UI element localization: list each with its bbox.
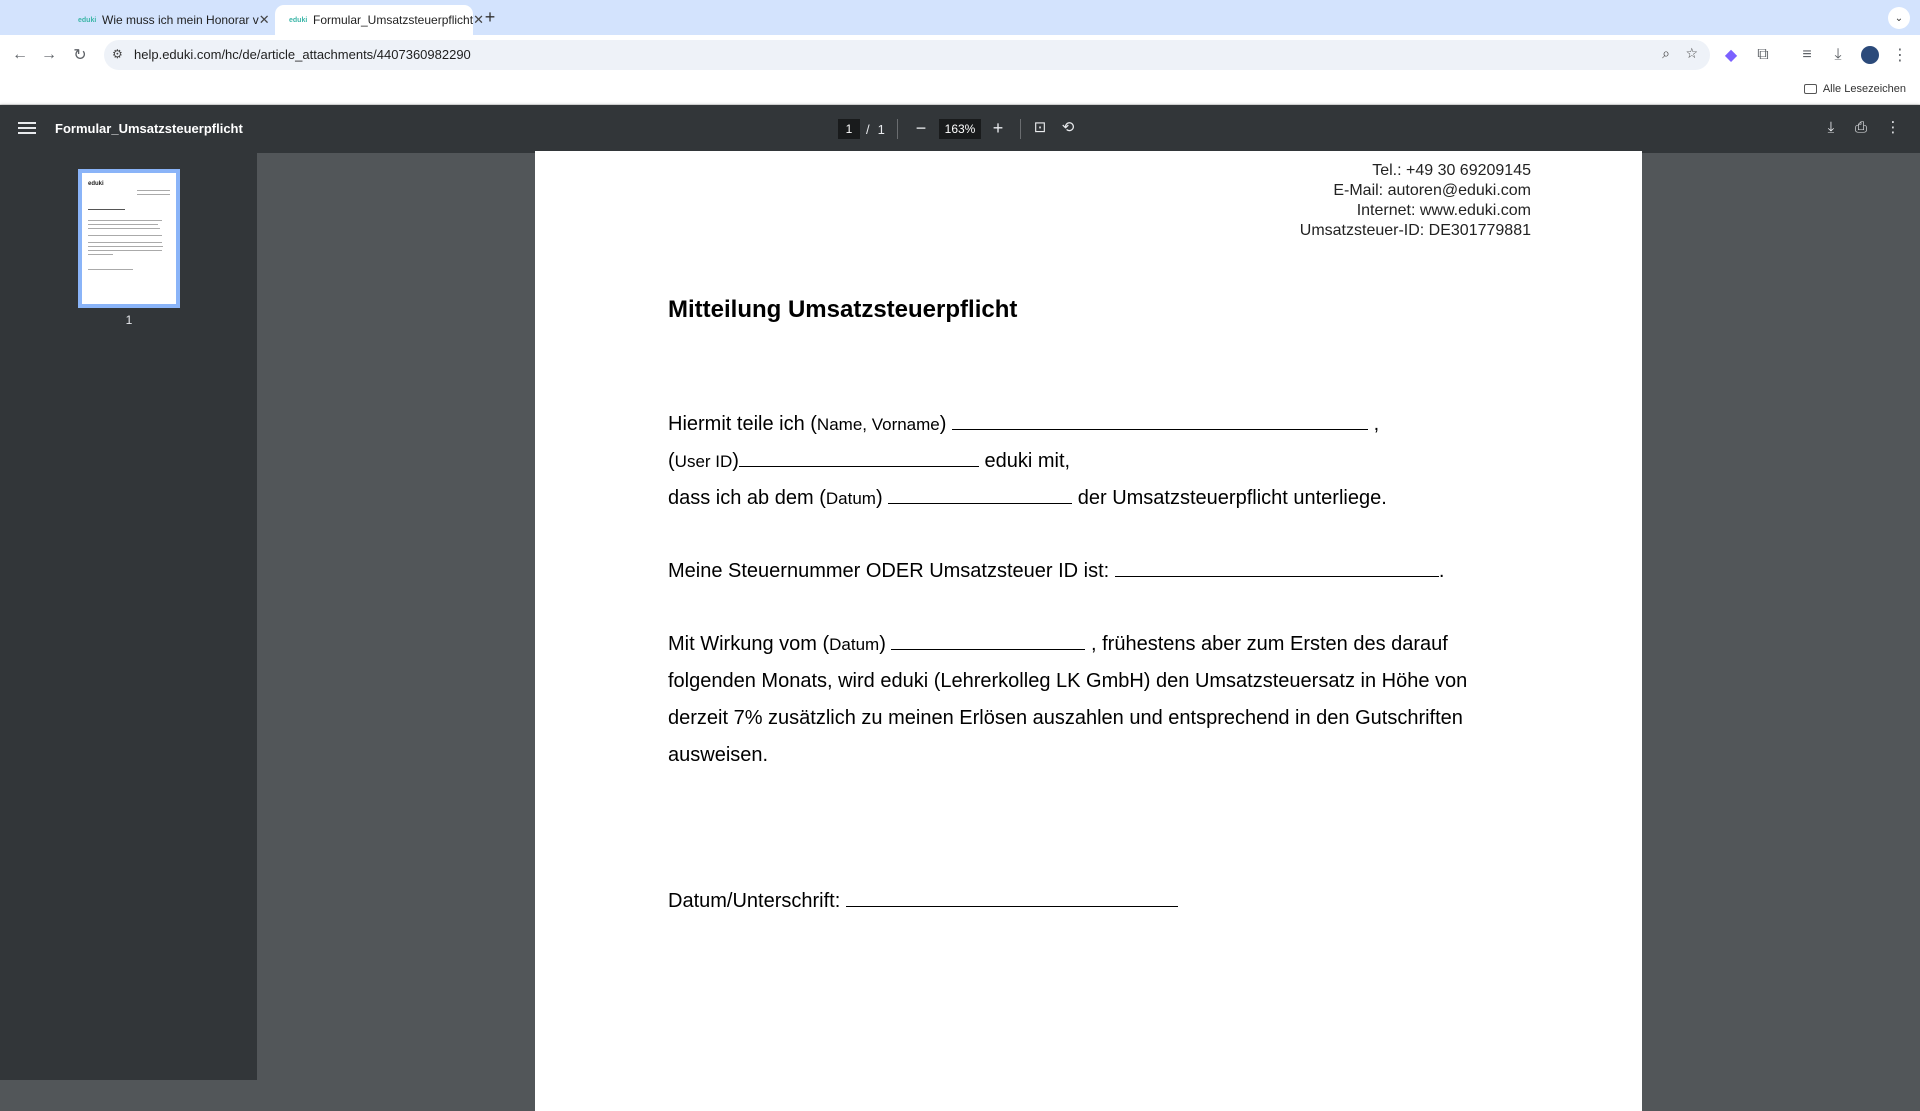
bookmarks-bar [0,75,1920,105]
divider [1020,119,1021,139]
new-tab-button[interactable]: + [484,7,496,27]
contact-vat-id: Umsatzsteuer-ID: DE301779881 [1299,222,1531,239]
user-id-line [668,450,1070,473]
fit-to-page-icon[interactable]: ⊡ [1033,119,1047,136]
effective-date-blank [891,634,1085,650]
effective-date-hint: Datum [829,635,880,654]
name-blank [952,414,1368,430]
media-queue-icon[interactable]: ≡ [1802,46,1812,63]
zoom-in-icon[interactable]: + [992,118,1004,138]
pdf-page [535,151,1642,1111]
signature-blank [846,891,1178,907]
name-line [668,413,1379,436]
name-hint: Name, Vorname [816,415,940,434]
contact-internet: Internet: www.eduki.com [1356,202,1531,219]
back-arrow-icon[interactable]: ← [12,46,28,63]
line-text: dass ich ab dem ( [668,487,826,509]
total-pages: 1 [877,121,885,137]
all-bookmarks-label: Alle Lesezeichen [1822,83,1906,95]
print-icon[interactable]: ⎙ [1854,119,1867,136]
line-text: . [1438,560,1445,582]
line-text: , frühestens aber zum Ersten des darauf [1091,633,1448,655]
zoom-out-icon[interactable]: − [915,118,927,138]
folder-icon [1804,84,1817,94]
line-text: Hiermit teile ich ( [668,413,817,435]
all-bookmarks-button[interactable] [1804,83,1906,95]
download-icon[interactable]: ⤓ [1834,46,1842,63]
contact-tel: Tel.: +49 30 69209145 [1372,162,1531,179]
sidebar-menu-icon[interactable] [18,119,36,137]
line-text: ) [879,633,886,655]
line-text: ( [668,450,675,472]
effective-date-line [668,633,1448,656]
signature-label: Datum/Unterschrift: [668,890,841,912]
eduki-favicon-icon: eduki [78,16,97,24]
pdf-toolbar [0,105,1920,153]
divider [897,119,898,139]
document-heading: Mitteilung Umsatzsteuerpflicht [668,296,1018,323]
address-bar[interactable] [104,40,1710,70]
page-number-input[interactable]: 1 [838,119,860,139]
thumbnail-page-number: 1 [125,313,133,327]
date-hint: Datum [825,489,876,508]
pdf-viewport[interactable] [257,153,1920,1080]
eduki-favicon-icon: eduki [289,16,308,24]
zoom-level-input[interactable]: 163% [939,119,981,139]
contact-block [1300,161,1531,241]
reload-icon[interactable]: ↻ [73,47,87,64]
body-line: ausweisen. [668,744,769,766]
close-tab-icon[interactable]: ✕ [473,12,484,27]
thumbnail-sidebar [0,153,257,1080]
browser-toolbar [0,35,1920,75]
body-line: derzeit 7% zusätzlich zu meinen Erlösen auszahlen und entsprechend in den Gutschriften [668,707,1463,729]
browser-menu-icon[interactable]: ⋮ [1892,47,1908,64]
tax-number-blank [1115,561,1439,577]
tab-title: Wie muss ich mein Honorar v [102,13,259,27]
forward-arrow-icon[interactable]: → [41,46,57,63]
url-text[interactable]: help.eduki.com/hc/de/article_attachments/4407360982290 [134,47,471,62]
thumbnail-logo: eduki [88,181,104,187]
body-line: folgenden Monats, wird eduki (Lehrerkolleg LK GmbH) den Umsatzsteuersatz in Höhe von [668,670,1468,692]
bookmark-star-icon[interactable]: ☆ [1685,45,1698,61]
rotate-icon[interactable]: ⟲ [1061,119,1075,136]
pdf-download-icon[interactable]: ⤓ [1827,119,1835,136]
pdf-title: Formular_Umsatzsteuerpflicht [55,121,243,136]
line-text: der Umsatzsteuerpflicht unterliege. [1077,487,1387,509]
pdf-more-options-icon[interactable]: ⋮ [1885,119,1901,136]
close-tab-icon[interactable]: ✕ [258,12,270,27]
tab-title: Formular_Umsatzsteuerpflicht [313,13,474,27]
line-text: Mit Wirkung vom ( [668,633,830,655]
tab-formular[interactable] [275,5,484,35]
line-text: ) [939,413,947,435]
tax-number-line [668,560,1444,583]
line-text: ) [875,487,883,509]
extension-ai-icon[interactable]: ◆ [1724,47,1738,64]
tab-strip [0,0,1920,35]
contact-email: E-Mail: autoren@eduki.com [1333,182,1531,199]
line-text: ) [732,450,739,472]
page-thumbnail[interactable] [78,169,180,308]
extensions-puzzle-icon[interactable]: ⧉ [1757,46,1769,63]
line-text: , [1373,413,1380,435]
tab-honorar[interactable] [64,5,271,35]
line-text: Meine Steuernummer ODER Umsatzsteuer ID ist: [668,560,1110,582]
site-info-icon[interactable]: ⚙ [112,47,123,61]
page-selector [838,119,885,139]
line-text: eduki mit, [984,450,1071,472]
user-id-hint: User ID [674,452,733,471]
date-blank [888,488,1072,504]
profile-avatar-icon[interactable] [1858,43,1882,67]
tab-search-chevron-icon[interactable]: ⌄ [1888,7,1910,29]
page-separator: / [866,121,870,137]
date-line [668,487,1387,510]
user-id-blank [739,451,979,467]
zoom-magnifier-icon[interactable]: ⌕ [1662,45,1670,61]
signature-line [668,890,1178,913]
